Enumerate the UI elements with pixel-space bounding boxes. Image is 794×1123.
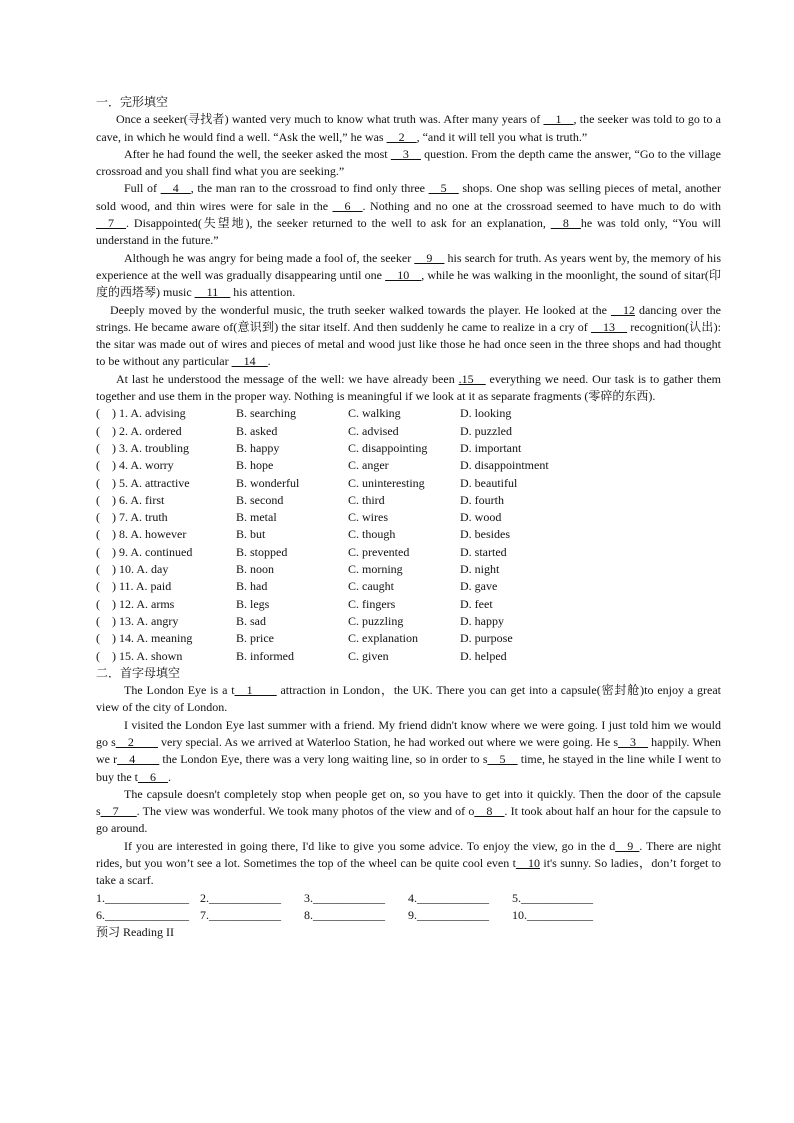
blank: __12 — [610, 302, 635, 317]
option-row — [96, 630, 721, 647]
option-d: D. disappointment — [460, 458, 549, 473]
blank: __3__ — [618, 734, 648, 749]
blank: __6__ — [138, 769, 168, 784]
option-d: D. gave — [460, 579, 498, 594]
text-run: . It took about half an hour for the capsule to go around. — [96, 804, 721, 836]
text-run: question. From the depth came the answer, “Go to the village crossroad and you shall find what you are seeking.” — [96, 146, 721, 179]
answer-blank[interactable]: 1.______________ — [96, 890, 189, 905]
option-d: D. important — [460, 440, 522, 455]
option-d: D. puzzled — [460, 423, 512, 438]
option-b: B. but — [236, 527, 266, 542]
option-c: C. uninteresting — [348, 475, 425, 490]
answer-blank[interactable]: 2.____________ — [200, 890, 281, 905]
option-row — [96, 561, 721, 578]
text-run: it's sunny. So ladies，don’t forget to take a scarf. — [96, 856, 721, 888]
cloze-paragraph — [96, 180, 721, 249]
cloze-paragraph — [96, 146, 721, 181]
blank: __5__ — [428, 181, 459, 196]
option-a: ( ) 1. A. advising — [96, 406, 186, 421]
option-row — [96, 509, 721, 526]
text-run: dancing over the strings. He became aware of(意识到) the sitar itself. And then suddenly he came to realize in a cry of — [96, 302, 721, 334]
option-c: C. explanation — [348, 631, 418, 646]
option-a: ( ) 10. A. day — [96, 562, 169, 577]
blank: __7__ — [96, 216, 126, 231]
option-c: C. morning — [348, 562, 403, 577]
option-b: B. informed — [236, 648, 294, 663]
option-c: C. given — [348, 648, 389, 663]
cloze-paragraph — [96, 302, 721, 371]
option-a: ( ) 5. A. attractive — [96, 475, 190, 490]
text-run: If you are interested in going there, I'd like to give you some advice. To enjoy the view, go in the d — [124, 838, 616, 853]
blank: __7___ — [100, 804, 137, 819]
option-row — [96, 544, 721, 561]
blank: __6__ — [332, 198, 363, 213]
option-d: D. fourth — [460, 492, 504, 507]
blank: __5__ — [487, 752, 518, 767]
text-run: . — [267, 354, 271, 369]
option-c: C. wires — [348, 510, 388, 525]
answer-row — [96, 890, 721, 907]
cloze-paragraph — [96, 111, 721, 146]
option-b: B. wonderful — [236, 475, 300, 490]
text-run: , while he was walking in the moonlight, the sound of sitar(印度的西塔琴) music — [96, 267, 722, 300]
initial-letter-paragraph — [96, 838, 721, 890]
text-run: . There are night rides, but you won’t see a lot. Sometimes the top of the wheel can be quite cool even t — [96, 838, 721, 871]
option-a: ( ) 4. A. worry — [96, 458, 174, 473]
blank: __11__ — [194, 285, 231, 300]
answer-blank[interactable]: 10.___________ — [512, 907, 593, 922]
text-run: he was told only, “You will understand in the future.” — [96, 216, 721, 248]
text-run: . Disappointed(失望地), the seeker returned to the well to ask for an explanation, — [126, 216, 551, 231]
answer-blank[interactable]: 6.______________ — [96, 907, 189, 922]
initial-letter-paragraph — [96, 682, 721, 717]
text-run: I visited the London Eye last summer with a friend. My friend didn't know where we were going. I just told him we would go s — [96, 717, 721, 749]
option-row — [96, 405, 721, 422]
text-run: . Nothing and no one at the crossroad seemed to have much to do with — [362, 198, 721, 213]
option-b: B. stopped — [236, 544, 288, 559]
option-a: ( ) 14. A. meaning — [96, 631, 193, 646]
answer-blank[interactable]: 8.____________ — [304, 907, 385, 922]
option-c: C. fingers — [348, 596, 396, 611]
option-b: B. searching — [236, 406, 296, 421]
option-a: ( ) 13. A. angry — [96, 613, 179, 628]
option-c: C. advised — [348, 423, 399, 438]
option-b: B. price — [236, 631, 274, 646]
option-a: ( ) 3. A. troubling — [96, 440, 189, 455]
text-run: time, he stayed in the line while I went to buy the t — [96, 752, 722, 784]
answer-blank[interactable]: 9.____________ — [408, 907, 489, 922]
option-b: B. noon — [236, 562, 275, 577]
option-a: ( ) 6. A. first — [96, 492, 165, 507]
option-d: D. besides — [460, 527, 510, 542]
blank: __8__ — [474, 804, 505, 819]
option-b: B. happy — [236, 440, 280, 455]
text-run: recognition(认出): the sitar was made out of wires and pieces of metal and wood just like those he had once seen in the three shops and had thought to be without any particular — [96, 319, 721, 369]
blank: __2____ — [115, 734, 158, 749]
blank: __4__ — [160, 181, 191, 196]
option-c: C. prevented — [348, 544, 410, 559]
option-c: C. anger — [348, 458, 389, 473]
answer-row — [96, 907, 721, 924]
initial-letter-paragraph — [96, 717, 721, 786]
option-c: C. walking — [348, 406, 401, 421]
option-a: ( ) 11. A. paid — [96, 579, 172, 594]
text-run: , the man ran to the crossroad to find only three — [190, 181, 429, 196]
option-b: B. had — [236, 579, 268, 594]
worksheet-content — [96, 94, 721, 942]
option-a: ( ) 9. A. continued — [96, 544, 193, 559]
answer-lines — [96, 890, 721, 925]
text-run: very special. As we arrived at Waterloo Station, he had worked out where we were going. He s — [157, 734, 618, 749]
option-c: C. though — [348, 527, 396, 542]
text-run: At last he understood the message of the well: we have already been — [116, 371, 459, 386]
text-run: everything we need. Our task is to gather them together and use them in the proper way. Nothing is meaningful if we look at it as separate fragments (零碎的东西). — [96, 371, 721, 404]
option-row — [96, 492, 721, 509]
answer-blank[interactable]: 3.____________ — [304, 890, 385, 905]
option-c: C. puzzling — [348, 613, 404, 628]
option-d: D. night — [460, 562, 500, 577]
option-d: D. helped — [460, 648, 507, 663]
option-c: C. third — [348, 492, 385, 507]
option-b: B. second — [236, 492, 284, 507]
blank: __9_ — [615, 838, 640, 853]
option-row — [96, 526, 721, 543]
option-row — [96, 578, 721, 595]
option-row — [96, 440, 721, 457]
blank: __14__ — [231, 354, 268, 369]
blank: __4____ — [117, 752, 160, 767]
option-d: D. started — [460, 544, 507, 559]
option-row — [96, 613, 721, 630]
option-a: ( ) 2. A. ordered — [96, 423, 182, 438]
blank: __1__ — [543, 112, 574, 127]
option-d: D. looking — [460, 406, 512, 421]
text-run: Although he was angry for being made a fool of, the seeker — [124, 250, 415, 265]
option-a: ( ) 7. A. truth — [96, 510, 168, 525]
cloze-passage — [96, 111, 721, 405]
text-run: happily. When we r — [96, 734, 721, 767]
blank: __1____ — [234, 683, 277, 698]
option-row — [96, 457, 721, 474]
cloze-paragraph — [96, 371, 721, 406]
option-row — [96, 648, 721, 665]
option-a: ( ) 12. A. arms — [96, 596, 175, 611]
section1-title: 一．完形填空 — [96, 95, 169, 109]
option-d: D. happy — [460, 613, 504, 628]
option-b: B. hope — [236, 458, 274, 473]
blank: __8__ — [550, 216, 581, 231]
option-b: B. metal — [236, 510, 277, 525]
cloze-options-list — [96, 405, 721, 664]
blank: __9__ — [414, 250, 445, 265]
text-run: the London Eye, there was a very long waiting line, so in order to s — [159, 752, 488, 767]
text-run: his attention. — [230, 285, 296, 300]
section2-title: 二．首字母填空 — [96, 665, 181, 680]
text-run: , “and it will tell you what is truth.” — [416, 129, 588, 144]
option-b: B. asked — [236, 423, 278, 438]
option-row — [96, 475, 721, 492]
option-c: C. disappointing — [348, 440, 428, 455]
answer-blank[interactable]: 4.____________ — [408, 890, 489, 905]
option-a: ( ) 8. A. however — [96, 527, 187, 542]
footer-note: 预习 Reading II — [96, 925, 174, 940]
text-run: . The view was wonderful. We took many photos of the view and of o — [136, 804, 475, 819]
text-run: shops. One shop was selling pieces of metal, another sold wood, and thin wires were for sale in the — [96, 181, 721, 213]
option-b: B. sad — [236, 613, 266, 628]
initial-letter-paragraph — [96, 786, 721, 838]
text-run: his search for truth. As years went by, the memory of his experience at the well was gradually disappearing until one — [96, 250, 721, 282]
text-run: The capsule doesn't completely stop when people get on, so you have to get into it quickly. Then the door of the capsule s — [96, 786, 721, 819]
option-row — [96, 596, 721, 613]
answer-blank[interactable]: 7.____________ — [200, 907, 281, 922]
option-row — [96, 423, 721, 440]
answer-blank[interactable]: 5.____________ — [512, 890, 593, 905]
blank: __3__ — [390, 146, 421, 161]
cloze-paragraph — [96, 250, 721, 302]
blank: .15__ — [458, 371, 486, 386]
text-run: Once a seeker(寻找者) wanted very much to know what truth was. After many years of — [116, 112, 544, 127]
initial-letter-passage — [96, 682, 721, 890]
option-b: B. legs — [236, 596, 270, 611]
text-run: Deeply moved by the wonderful music, the truth seeker walked towards the player. He looked at the — [110, 302, 611, 317]
blank: __10 — [515, 856, 540, 871]
text-run: attraction in London，the UK. There you can get into a capsule(密封舱)to enjoy a great view of the city of London. — [96, 683, 721, 715]
blank: __13__ — [591, 319, 628, 334]
blank: __10__ — [385, 267, 422, 282]
text-run: , the seeker was told to go to a cave, in which he would find a well. “Ask the well,” he was — [96, 112, 722, 144]
option-d: D. beautiful — [460, 475, 518, 490]
text-run: The London Eye is a t — [124, 683, 235, 698]
text-run: . — [168, 769, 171, 784]
option-d: D. wood — [460, 510, 502, 525]
option-a: ( ) 15. A. shown — [96, 648, 183, 663]
option-d: D. purpose — [460, 631, 513, 646]
option-d: D. feet — [460, 596, 493, 611]
blank: __2__ — [386, 129, 417, 144]
option-c: C. caught — [348, 579, 394, 594]
text-run: Full of — [124, 181, 161, 196]
text-run: After he had found the well, the seeker asked the most — [124, 146, 391, 161]
